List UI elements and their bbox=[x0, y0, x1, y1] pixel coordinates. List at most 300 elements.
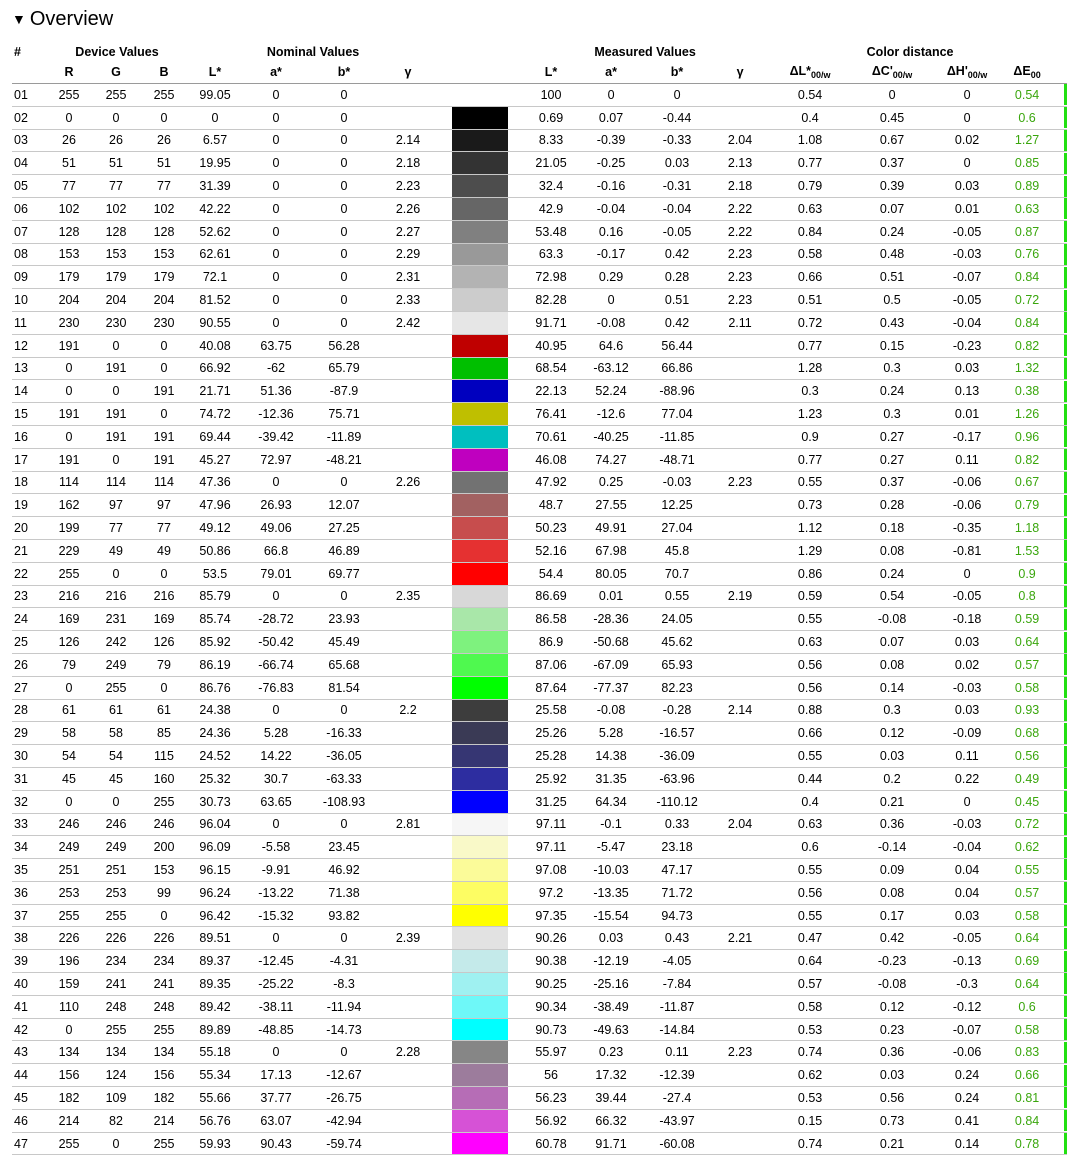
nominal-a: -9.91 bbox=[242, 859, 310, 882]
table-row bbox=[12, 1132, 1067, 1155]
device-r: 54 bbox=[46, 745, 92, 768]
table-row bbox=[12, 767, 1067, 790]
color-swatch bbox=[452, 1133, 508, 1155]
color-swatch bbox=[452, 768, 508, 790]
measured-gamma bbox=[712, 631, 768, 654]
nominal-gamma bbox=[378, 608, 438, 631]
row-index: 31 bbox=[12, 767, 46, 790]
nominal-b: 0 bbox=[310, 471, 378, 494]
nominal-a: -25.22 bbox=[242, 973, 310, 996]
delta-e: 0.67 bbox=[1002, 471, 1052, 494]
measured-l: 97.11 bbox=[522, 836, 580, 859]
device-r: 246 bbox=[46, 813, 92, 836]
device-r: 229 bbox=[46, 539, 92, 562]
delta-e: 0.93 bbox=[1002, 699, 1052, 722]
color-swatch bbox=[452, 107, 508, 129]
device-g: 153 bbox=[92, 243, 140, 266]
color-swatch bbox=[452, 403, 508, 425]
measured-b: -14.84 bbox=[642, 1018, 712, 1041]
col-delta-h: $\Delta H'_{00/w}$ bbox=[932, 61, 1002, 84]
delta-e: 0.57 bbox=[1002, 881, 1052, 904]
delta-c: 0.08 bbox=[852, 539, 932, 562]
color-swatch-cell bbox=[438, 380, 522, 403]
row-index: 38 bbox=[12, 927, 46, 950]
measured-gamma bbox=[712, 517, 768, 540]
measured-gamma bbox=[712, 608, 768, 631]
delta-l: 0.58 bbox=[768, 243, 852, 266]
device-r: 126 bbox=[46, 631, 92, 654]
measured-gamma bbox=[712, 767, 768, 790]
delta-h: -0.05 bbox=[932, 220, 1002, 243]
color-swatch bbox=[452, 540, 508, 562]
measured-gamma bbox=[712, 84, 768, 107]
measured-a: -0.08 bbox=[580, 699, 642, 722]
measured-a: 0.16 bbox=[580, 220, 642, 243]
color-swatch-cell bbox=[438, 494, 522, 517]
delta-c: 0.36 bbox=[852, 1041, 932, 1064]
bar-spacer bbox=[1052, 927, 1064, 950]
nominal-a: 0 bbox=[242, 311, 310, 334]
measured-a: -40.25 bbox=[580, 425, 642, 448]
bar-spacer bbox=[1052, 950, 1064, 973]
nominal-a: 0 bbox=[242, 129, 310, 152]
color-swatch-cell bbox=[438, 129, 522, 152]
measured-b: -16.57 bbox=[642, 722, 712, 745]
nominal-a: 5.28 bbox=[242, 722, 310, 745]
color-swatch bbox=[452, 1041, 508, 1063]
measured-b: -48.71 bbox=[642, 448, 712, 471]
measured-l: 52.16 bbox=[522, 539, 580, 562]
row-index: 28 bbox=[12, 699, 46, 722]
color-swatch bbox=[452, 152, 508, 174]
row-index: 09 bbox=[12, 266, 46, 289]
device-r: 156 bbox=[46, 1064, 92, 1087]
measured-l: 82.28 bbox=[522, 289, 580, 312]
nominal-gamma bbox=[378, 1109, 438, 1132]
delta-l: 0.86 bbox=[768, 562, 852, 585]
color-swatch-cell bbox=[438, 289, 522, 312]
delta-h: 0.24 bbox=[932, 1087, 1002, 1110]
measured-gamma bbox=[712, 425, 768, 448]
row-index: 08 bbox=[12, 243, 46, 266]
measured-gamma bbox=[712, 1064, 768, 1087]
delta-l: 0.3 bbox=[768, 380, 852, 403]
row-index: 16 bbox=[12, 425, 46, 448]
delta-c: 0.08 bbox=[852, 653, 932, 676]
color-swatch bbox=[452, 198, 508, 220]
nominal-gamma: 2.39 bbox=[378, 927, 438, 950]
table-row bbox=[12, 380, 1067, 403]
delta-l: 0.77 bbox=[768, 334, 852, 357]
row-index: 44 bbox=[12, 1064, 46, 1087]
col-measured-l: L* bbox=[522, 61, 580, 84]
nominal-a: 14.22 bbox=[242, 745, 310, 768]
nominal-gamma: 2.29 bbox=[378, 243, 438, 266]
color-swatch-cell bbox=[438, 357, 522, 380]
measured-l: 87.06 bbox=[522, 653, 580, 676]
table-row bbox=[12, 790, 1067, 813]
nominal-a: 49.06 bbox=[242, 517, 310, 540]
nominal-b: 0 bbox=[310, 243, 378, 266]
device-r: 249 bbox=[46, 836, 92, 859]
nominal-b: 75.71 bbox=[310, 403, 378, 426]
nominal-l: 30.73 bbox=[188, 790, 242, 813]
delta-c: 0.24 bbox=[852, 380, 932, 403]
delta-l: 0.9 bbox=[768, 425, 852, 448]
row-index: 40 bbox=[12, 973, 46, 996]
measured-b: -88.96 bbox=[642, 380, 712, 403]
device-g: 124 bbox=[92, 1064, 140, 1087]
device-b: 169 bbox=[140, 608, 188, 631]
color-swatch bbox=[452, 1087, 508, 1109]
device-g: 97 bbox=[92, 494, 140, 517]
nominal-l: 86.76 bbox=[188, 676, 242, 699]
row-index: 36 bbox=[12, 881, 46, 904]
color-swatch-cell bbox=[438, 676, 522, 699]
measured-l: 86.9 bbox=[522, 631, 580, 654]
measured-b: -11.87 bbox=[642, 995, 712, 1018]
nominal-b: -108.93 bbox=[310, 790, 378, 813]
nominal-gamma bbox=[378, 745, 438, 768]
nominal-b: 0 bbox=[310, 152, 378, 175]
nominal-a: 63.75 bbox=[242, 334, 310, 357]
nominal-b: 93.82 bbox=[310, 904, 378, 927]
nominal-a: 0 bbox=[242, 289, 310, 312]
device-r: 153 bbox=[46, 243, 92, 266]
color-swatch-cell bbox=[438, 1109, 522, 1132]
nominal-b: 65.79 bbox=[310, 357, 378, 380]
device-r: 216 bbox=[46, 585, 92, 608]
color-distance-header: Color distance bbox=[866, 44, 954, 59]
measured-gamma bbox=[712, 904, 768, 927]
measured-b: 0.03 bbox=[642, 152, 712, 175]
delta-c: 0.15 bbox=[852, 334, 932, 357]
measured-gamma bbox=[712, 106, 768, 129]
row-index: 23 bbox=[12, 585, 46, 608]
device-g: 255 bbox=[92, 676, 140, 699]
device-b: 102 bbox=[140, 197, 188, 220]
delta-c: 0.14 bbox=[852, 676, 932, 699]
nominal-l: 52.62 bbox=[188, 220, 242, 243]
delta-c: 0.45 bbox=[852, 106, 932, 129]
bar-spacer bbox=[1052, 699, 1064, 722]
measured-l: 90.73 bbox=[522, 1018, 580, 1041]
measured-b: -60.08 bbox=[642, 1132, 712, 1155]
table-row bbox=[12, 836, 1067, 859]
nominal-a: -12.45 bbox=[242, 950, 310, 973]
measured-a: -12.6 bbox=[580, 403, 642, 426]
bar-spacer bbox=[1052, 881, 1064, 904]
measured-a: 0.01 bbox=[580, 585, 642, 608]
device-r: 128 bbox=[46, 220, 92, 243]
nominal-b: 46.92 bbox=[310, 859, 378, 882]
measured-b: -27.4 bbox=[642, 1087, 712, 1110]
measured-gamma: 2.23 bbox=[712, 266, 768, 289]
table-row bbox=[12, 425, 1067, 448]
nominal-a: 51.36 bbox=[242, 380, 310, 403]
measured-gamma: 2.04 bbox=[712, 129, 768, 152]
color-swatch bbox=[452, 631, 508, 653]
color-swatch-cell bbox=[438, 1018, 522, 1041]
bar-spacer bbox=[1052, 152, 1064, 175]
column-header-row bbox=[12, 61, 1067, 84]
row-index: 43 bbox=[12, 1041, 46, 1064]
device-g: 216 bbox=[92, 585, 140, 608]
measured-b: 70.7 bbox=[642, 562, 712, 585]
nominal-gamma: 2.81 bbox=[378, 813, 438, 836]
measured-gamma bbox=[712, 1018, 768, 1041]
bar-spacer bbox=[1052, 790, 1064, 813]
delta-h: 0.03 bbox=[932, 357, 1002, 380]
table-row bbox=[12, 1064, 1067, 1087]
col-delta-l: $\Delta L*_{00/w}$ bbox=[768, 61, 852, 84]
nominal-b: 23.93 bbox=[310, 608, 378, 631]
delta-h: -0.81 bbox=[932, 539, 1002, 562]
delta-c: 0 bbox=[852, 84, 932, 107]
delta-h: 0.41 bbox=[932, 1109, 1002, 1132]
bar-spacer bbox=[1052, 471, 1064, 494]
device-r: 251 bbox=[46, 859, 92, 882]
color-swatch-cell bbox=[438, 585, 522, 608]
nominal-b: -48.21 bbox=[310, 448, 378, 471]
bar-spacer bbox=[1052, 585, 1064, 608]
color-swatch-cell bbox=[438, 653, 522, 676]
bar-spacer bbox=[1052, 380, 1064, 403]
delta-l: 0.55 bbox=[768, 608, 852, 631]
nominal-gamma bbox=[378, 1087, 438, 1110]
color-swatch-cell bbox=[438, 813, 522, 836]
measured-l: 97.11 bbox=[522, 813, 580, 836]
delta-c: 0.51 bbox=[852, 266, 932, 289]
nominal-l: 96.42 bbox=[188, 904, 242, 927]
measured-gamma bbox=[712, 950, 768, 973]
nominal-l: 85.79 bbox=[188, 585, 242, 608]
row-index: 46 bbox=[12, 1109, 46, 1132]
measured-l: 22.13 bbox=[522, 380, 580, 403]
color-swatch-cell bbox=[438, 266, 522, 289]
measured-b: -0.33 bbox=[642, 129, 712, 152]
device-b: 0 bbox=[140, 357, 188, 380]
delta-h: -0.12 bbox=[932, 995, 1002, 1018]
delta-l: 0.6 bbox=[768, 836, 852, 859]
device-r: 0 bbox=[46, 1018, 92, 1041]
delta-c: 0.28 bbox=[852, 494, 932, 517]
measured-l: 100 bbox=[522, 84, 580, 107]
nominal-b: -4.31 bbox=[310, 950, 378, 973]
delta-c: 0.3 bbox=[852, 357, 932, 380]
device-g: 249 bbox=[92, 653, 140, 676]
bar-spacer bbox=[1052, 129, 1064, 152]
bar-spacer bbox=[1052, 995, 1064, 1018]
row-index: 37 bbox=[12, 904, 46, 927]
device-r: 253 bbox=[46, 881, 92, 904]
nominal-b: 0 bbox=[310, 197, 378, 220]
delta-e: 0.64 bbox=[1002, 631, 1052, 654]
delta-e: 0.76 bbox=[1002, 243, 1052, 266]
device-b: 99 bbox=[140, 881, 188, 904]
nominal-a: 0 bbox=[242, 175, 310, 198]
color-swatch bbox=[452, 882, 508, 904]
device-r: 226 bbox=[46, 927, 92, 950]
nominal-b: 46.89 bbox=[310, 539, 378, 562]
nominal-a: 0 bbox=[242, 106, 310, 129]
color-swatch bbox=[452, 244, 508, 266]
delta-c: 0.67 bbox=[852, 129, 932, 152]
section-header[interactable] bbox=[12, 6, 113, 32]
device-b: 216 bbox=[140, 585, 188, 608]
color-swatch bbox=[452, 608, 508, 630]
color-swatch-cell bbox=[438, 904, 522, 927]
device-g: 204 bbox=[92, 289, 140, 312]
delta-h: 0.01 bbox=[932, 197, 1002, 220]
nominal-a: 66.8 bbox=[242, 539, 310, 562]
color-swatch bbox=[452, 1019, 508, 1041]
nominal-gamma: 2.28 bbox=[378, 1041, 438, 1064]
delta-e: 0.81 bbox=[1002, 1087, 1052, 1110]
nominal-a: 0 bbox=[242, 220, 310, 243]
nominal-b: 56.28 bbox=[310, 334, 378, 357]
delta-l: 0.51 bbox=[768, 289, 852, 312]
color-swatch bbox=[452, 814, 508, 836]
nominal-a: 0 bbox=[242, 197, 310, 220]
nominal-l: 31.39 bbox=[188, 175, 242, 198]
nominal-a: 90.43 bbox=[242, 1132, 310, 1155]
device-g: 231 bbox=[92, 608, 140, 631]
device-r: 134 bbox=[46, 1041, 92, 1064]
device-r: 159 bbox=[46, 973, 92, 996]
table-body bbox=[12, 84, 1067, 1155]
device-r: 0 bbox=[46, 106, 92, 129]
table-row bbox=[12, 311, 1067, 334]
row-index: 13 bbox=[12, 357, 46, 380]
delta-h: 0.13 bbox=[932, 380, 1002, 403]
nominal-l: 85.92 bbox=[188, 631, 242, 654]
delta-c: 0.56 bbox=[852, 1087, 932, 1110]
measured-a: 80.05 bbox=[580, 562, 642, 585]
measured-b: -0.28 bbox=[642, 699, 712, 722]
nominal-gamma bbox=[378, 722, 438, 745]
measured-gamma bbox=[712, 1132, 768, 1155]
measured-gamma: 2.23 bbox=[712, 243, 768, 266]
delta-c: 0.24 bbox=[852, 562, 932, 585]
row-index: 12 bbox=[12, 334, 46, 357]
nominal-b: 65.68 bbox=[310, 653, 378, 676]
table-row bbox=[12, 562, 1067, 585]
nominal-b: -14.73 bbox=[310, 1018, 378, 1041]
color-swatch bbox=[452, 950, 508, 972]
nominal-gamma bbox=[378, 1064, 438, 1087]
color-swatch-cell bbox=[438, 927, 522, 950]
row-index: 03 bbox=[12, 129, 46, 152]
col-delta-c: $\Delta C'_{00/w}$ bbox=[852, 61, 932, 84]
measured-a: 0.07 bbox=[580, 106, 642, 129]
measured-a: 49.91 bbox=[580, 517, 642, 540]
row-index: 11 bbox=[12, 311, 46, 334]
nominal-gamma bbox=[378, 539, 438, 562]
color-swatch bbox=[452, 745, 508, 767]
nominal-l: 89.37 bbox=[188, 950, 242, 973]
nominal-l: 47.36 bbox=[188, 471, 242, 494]
triangle-down-icon[interactable]: ▼ bbox=[12, 11, 26, 27]
measured-gamma bbox=[712, 653, 768, 676]
row-index: 27 bbox=[12, 676, 46, 699]
nominal-a: 26.93 bbox=[242, 494, 310, 517]
measured-a: -0.25 bbox=[580, 152, 642, 175]
measured-gamma: 2.04 bbox=[712, 813, 768, 836]
delta-h: -0.23 bbox=[932, 334, 1002, 357]
device-r: 199 bbox=[46, 517, 92, 540]
delta-c: 0.54 bbox=[852, 585, 932, 608]
table-row bbox=[12, 197, 1067, 220]
delta-l: 0.57 bbox=[768, 973, 852, 996]
delta-c: 0.73 bbox=[852, 1109, 932, 1132]
device-r: 51 bbox=[46, 152, 92, 175]
table-row bbox=[12, 950, 1067, 973]
delta-e: 0.8 bbox=[1002, 585, 1052, 608]
measured-l: 97.35 bbox=[522, 904, 580, 927]
delta-l: 1.29 bbox=[768, 539, 852, 562]
nominal-b: 0 bbox=[310, 1041, 378, 1064]
measured-gamma bbox=[712, 334, 768, 357]
device-b: 0 bbox=[140, 676, 188, 699]
device-r: 191 bbox=[46, 403, 92, 426]
measured-b: 0.55 bbox=[642, 585, 712, 608]
row-index: 29 bbox=[12, 722, 46, 745]
measured-b: 0.33 bbox=[642, 813, 712, 836]
nominal-b: 0 bbox=[310, 927, 378, 950]
nominal-b: -87.9 bbox=[310, 380, 378, 403]
table-row bbox=[12, 403, 1067, 426]
bar-spacer bbox=[1052, 1087, 1064, 1110]
device-g: 248 bbox=[92, 995, 140, 1018]
color-swatch-cell bbox=[438, 106, 522, 129]
nominal-l: 6.57 bbox=[188, 129, 242, 152]
delta-e: 0.49 bbox=[1002, 767, 1052, 790]
delta-c: 0.43 bbox=[852, 311, 932, 334]
table-row bbox=[12, 995, 1067, 1018]
measured-gamma: 2.14 bbox=[712, 699, 768, 722]
row-index: 18 bbox=[12, 471, 46, 494]
delta-h: 0.04 bbox=[932, 859, 1002, 882]
nominal-l: 96.15 bbox=[188, 859, 242, 882]
row-index: 02 bbox=[12, 106, 46, 129]
measured-l: 87.64 bbox=[522, 676, 580, 699]
delta-l: 0.84 bbox=[768, 220, 852, 243]
delta-e: 0.58 bbox=[1002, 904, 1052, 927]
delta-l: 0.56 bbox=[768, 653, 852, 676]
nominal-gamma bbox=[378, 517, 438, 540]
delta-l: 0.74 bbox=[768, 1041, 852, 1064]
color-swatch bbox=[452, 905, 508, 927]
delta-l: 0.63 bbox=[768, 631, 852, 654]
measured-b: -43.97 bbox=[642, 1109, 712, 1132]
device-b: 97 bbox=[140, 494, 188, 517]
color-swatch-cell bbox=[438, 1132, 522, 1155]
device-g: 249 bbox=[92, 836, 140, 859]
col-nominal-a: a* bbox=[242, 61, 310, 84]
col-measured-a: a* bbox=[580, 61, 642, 84]
delta-h: -0.06 bbox=[932, 1041, 1002, 1064]
nominal-l: 21.71 bbox=[188, 380, 242, 403]
nominal-l: 81.52 bbox=[188, 289, 242, 312]
device-b: 0 bbox=[140, 403, 188, 426]
nominal-b: 0 bbox=[310, 585, 378, 608]
measured-a: 5.28 bbox=[580, 722, 642, 745]
device-g: 49 bbox=[92, 539, 140, 562]
delta-e: 0.62 bbox=[1002, 836, 1052, 859]
device-b: 153 bbox=[140, 243, 188, 266]
measured-gamma bbox=[712, 745, 768, 768]
